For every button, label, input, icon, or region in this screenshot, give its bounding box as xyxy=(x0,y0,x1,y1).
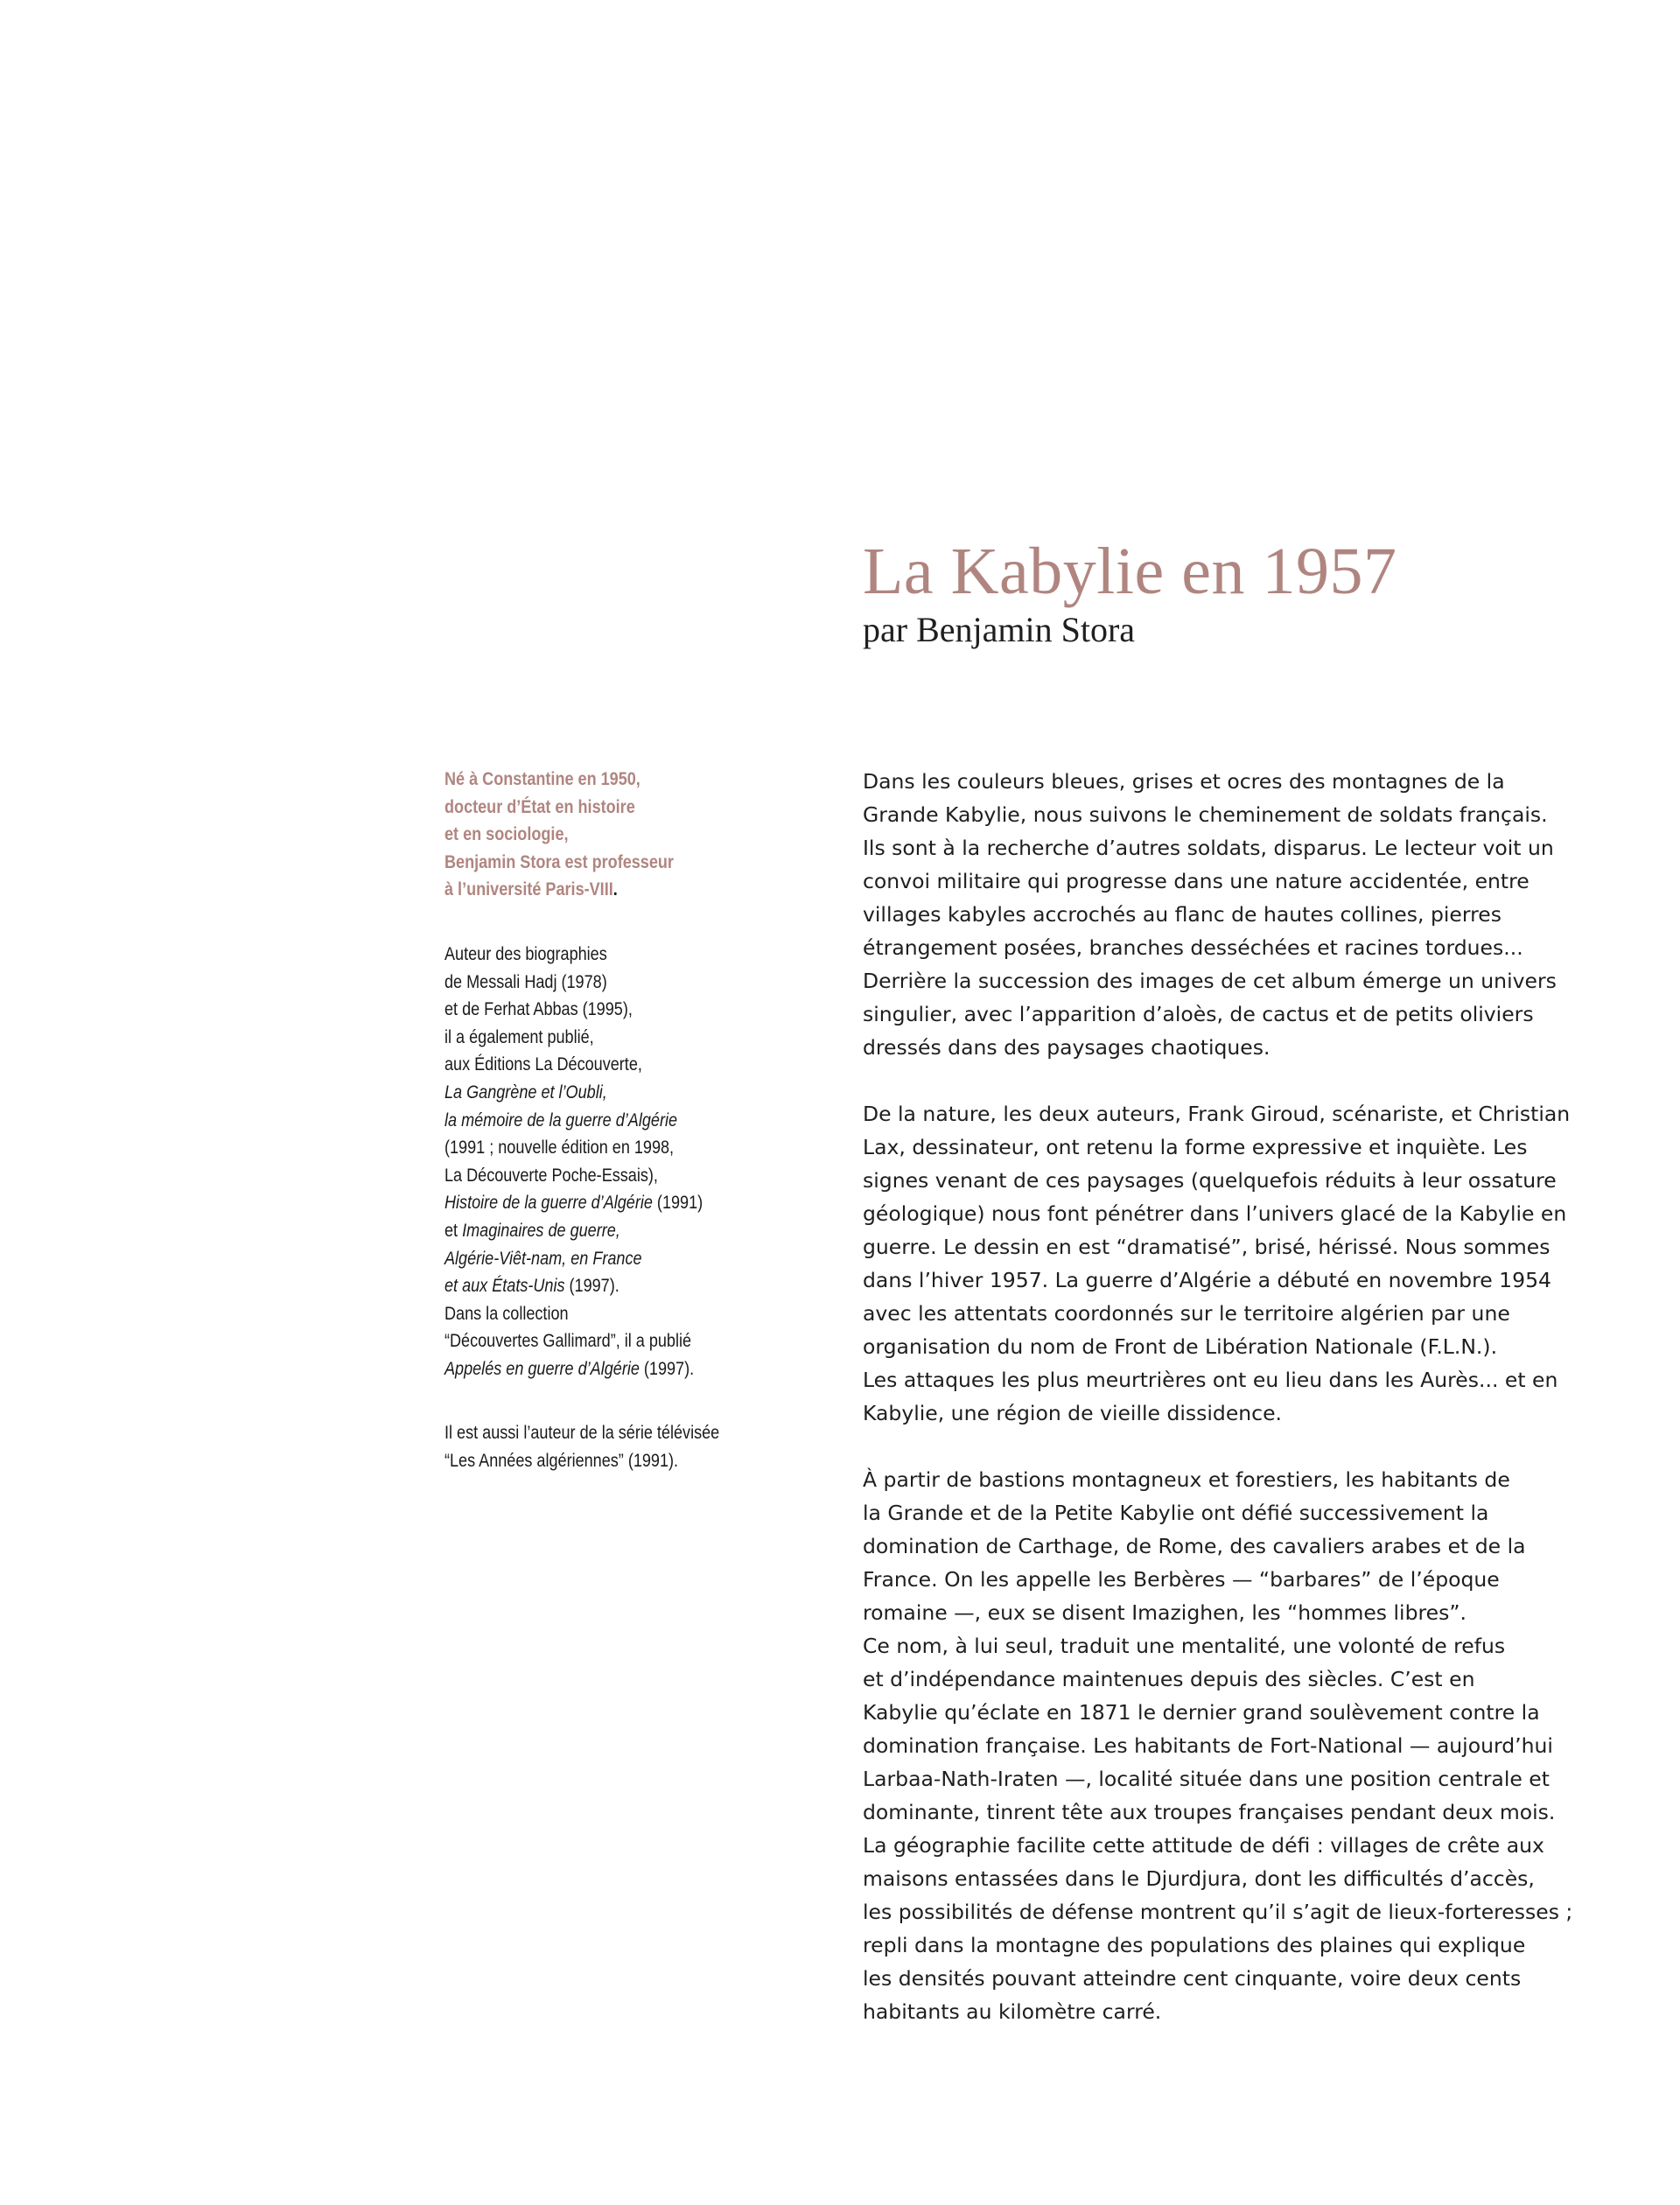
works-line xyxy=(444,1162,821,1190)
body-line: dominante, tinrent tête aux troupes françaises pendant deux mois. xyxy=(863,1800,1556,1824)
bio-line-last xyxy=(444,876,821,904)
body-line: domination française. Les habitants de Fort-National — aujourd’hui xyxy=(863,1733,1553,1758)
works-line xyxy=(444,1355,821,1383)
works-text: (1991 ; nouvelle édition en 1998, xyxy=(444,1138,675,1158)
body-line: dans l’hiver 1957. La guerre d’Algérie a débuté en novembre 1954 xyxy=(863,1268,1551,1292)
body-line: les densités pouvant atteindre cent cinquante, voire deux cents xyxy=(863,1966,1522,1991)
works-line xyxy=(444,1245,821,1273)
works-line xyxy=(444,941,821,969)
work-title: Algérie-Viêt-nam, en France xyxy=(444,1248,642,1269)
works-text: et xyxy=(444,1220,463,1241)
works-text: Auteur des biographies xyxy=(444,943,607,964)
body-line: France. On les appelle les Berbères — “barbares” de l’époque xyxy=(863,1567,1500,1592)
bio-line: docteur d’État en histoire xyxy=(444,796,635,817)
body-line: la Grande et de la Petite Kabylie ont défié successivement la xyxy=(863,1501,1489,1525)
author-bio xyxy=(444,766,821,904)
work-title: La Gangrène et l’Oubli, xyxy=(444,1082,607,1102)
page-title: La Kabylie en 1957 xyxy=(863,535,1397,608)
works-line xyxy=(444,996,821,1024)
works-text: Dans la collection xyxy=(444,1303,569,1324)
body-line: signes venant de ces paysages (quelquefois réduits à leur ossature xyxy=(863,1168,1557,1193)
works-line xyxy=(444,1217,821,1245)
body-line: Les attaques les plus meurtrières ont eu lieu dans les Aurès... et en xyxy=(863,1368,1558,1392)
body-line: dressés dans des paysages chaotiques. xyxy=(863,1035,1270,1060)
works-line xyxy=(444,1024,821,1052)
article-body xyxy=(863,765,1572,2062)
body-paragraph xyxy=(863,765,1572,1064)
body-line: Kabylie, une région de vieille dissidence. xyxy=(863,1401,1283,1425)
works-line xyxy=(444,1051,821,1079)
body-line: Derrière la succession des images de cet album émerge un univers xyxy=(863,969,1557,993)
bio-line: Né à Constantine en 1950, xyxy=(444,769,640,789)
works-line xyxy=(444,1327,821,1355)
tv-line: Il est aussi l’auteur de la série télévisée xyxy=(444,1423,720,1444)
body-line: Ils sont à la recherche d’autres soldats, disparus. Le lecteur voit un xyxy=(863,836,1554,860)
author-works xyxy=(444,941,821,1383)
work-title: Appelés en guerre d’Algérie xyxy=(444,1358,640,1379)
body-line: les possibilités de défense montrent qu’il s’agit de lieux-forteresses ; xyxy=(863,1900,1573,1924)
works-line xyxy=(444,1300,821,1328)
body-line: Grande Kabylie, nous suivons le cheminement de soldats français. xyxy=(863,802,1548,827)
body-line: Larbaa-Nath-Iraten —, localité située dans une position centrale et xyxy=(863,1767,1550,1791)
title-block xyxy=(863,534,1650,651)
work-title: Imaginaires de guerre, xyxy=(462,1220,620,1241)
body-paragraph xyxy=(863,1463,1572,2028)
body-line: organisation du nom de Front de Libération Nationale (F.L.N.). xyxy=(863,1334,1498,1359)
works-text: de Messali Hadj (1978) xyxy=(444,971,607,992)
works-line xyxy=(444,1079,821,1107)
work-title: et aux États-Unis xyxy=(444,1276,565,1297)
body-line: repli dans la montagne des populations des plaines qui explique xyxy=(863,1933,1526,1957)
tv-line: “Les Années algériennes” (1991). xyxy=(444,1451,679,1472)
body-line: guerre. Le dessin en est “dramatisé”, brisé, hérissé. Nous sommes xyxy=(863,1235,1550,1259)
body-line: Dans les couleurs bleues, grises et ocres des montagnes de la xyxy=(863,769,1505,794)
body-line: singulier, avec l’apparition d’aloès, de cactus et de petits oliviers xyxy=(863,1002,1534,1026)
works-text: aux Éditions La Découverte, xyxy=(444,1054,642,1075)
body-line: romaine —, eux se disent Imazighen, les “hommes libres”. xyxy=(863,1600,1466,1625)
works-line xyxy=(444,1189,821,1217)
body-line: géologique) nous font pénétrer dans l’univers glacé de la Kabylie en xyxy=(863,1201,1567,1226)
works-text: (1997). xyxy=(639,1358,695,1379)
bio-line-text: à l’université Paris-VIII xyxy=(444,879,613,900)
author-sidebar xyxy=(444,766,821,1512)
works-line xyxy=(444,969,821,997)
work-title: la mémoire de la guerre d’Algérie xyxy=(444,1110,678,1130)
body-line: maisons entassées dans le Djurdjura, dont les difficultés d’accès, xyxy=(863,1866,1535,1891)
body-line: habitants au kilomètre carré. xyxy=(863,1999,1162,2024)
works-text: (1991) xyxy=(652,1193,704,1214)
works-text: La Découverte Poche-Essais), xyxy=(444,1165,658,1186)
body-line: avec les attentats coordonnés sur le territoire algérien par une xyxy=(863,1301,1510,1326)
bio-line: Benjamin Stora est professeur xyxy=(444,851,674,872)
body-line: Ce nom, à lui seul, traduit une mentalité, une volonté de refus xyxy=(863,1634,1506,1658)
body-line: À partir de bastions montagneux et forestiers, les habitants de xyxy=(863,1467,1510,1492)
body-line: Kabylie qu’éclate en 1871 le dernier grand soulèvement contre la xyxy=(863,1700,1540,1725)
body-line: La géographie facilite cette attitude de défi : villages de crête aux xyxy=(863,1833,1544,1858)
works-text: il a également publié, xyxy=(444,1026,594,1047)
works-line xyxy=(444,1107,821,1135)
works-line xyxy=(444,1134,821,1162)
body-line: convoi militaire qui progresse dans une nature accidentée, entre xyxy=(863,869,1530,893)
body-line: villages kabyles accrochés au flanc de hautes collines, pierres xyxy=(863,902,1502,927)
body-paragraph xyxy=(863,1097,1572,1430)
bio-line: et en sociologie, xyxy=(444,824,569,845)
works-line xyxy=(444,1272,821,1300)
work-title: Histoire de la guerre d’Algérie xyxy=(444,1193,653,1214)
body-line: De la nature, les deux auteurs, Frank Giroud, scénariste, et Christian xyxy=(863,1102,1571,1126)
works-text: et de Ferhat Abbas (1995), xyxy=(444,999,633,1020)
body-line: Lax, dessinateur, ont retenu la forme expressive et inquiète. Les xyxy=(863,1135,1528,1159)
body-line: étrangement posées, branches desséchées et racines tordues... xyxy=(863,935,1523,960)
bio-period: . xyxy=(612,879,618,900)
works-text: (1997). xyxy=(564,1276,620,1297)
body-line: domination de Carthage, de Rome, des cavaliers arabes et de la xyxy=(863,1534,1526,1558)
author-tv xyxy=(444,1419,821,1474)
page-subtitle: par Benjamin Stora xyxy=(863,610,1136,649)
works-text: “Découvertes Gallimard”, il a publié xyxy=(444,1331,692,1352)
body-line: et d’indépendance maintenues depuis des siècles. C’est en xyxy=(863,1667,1475,1691)
